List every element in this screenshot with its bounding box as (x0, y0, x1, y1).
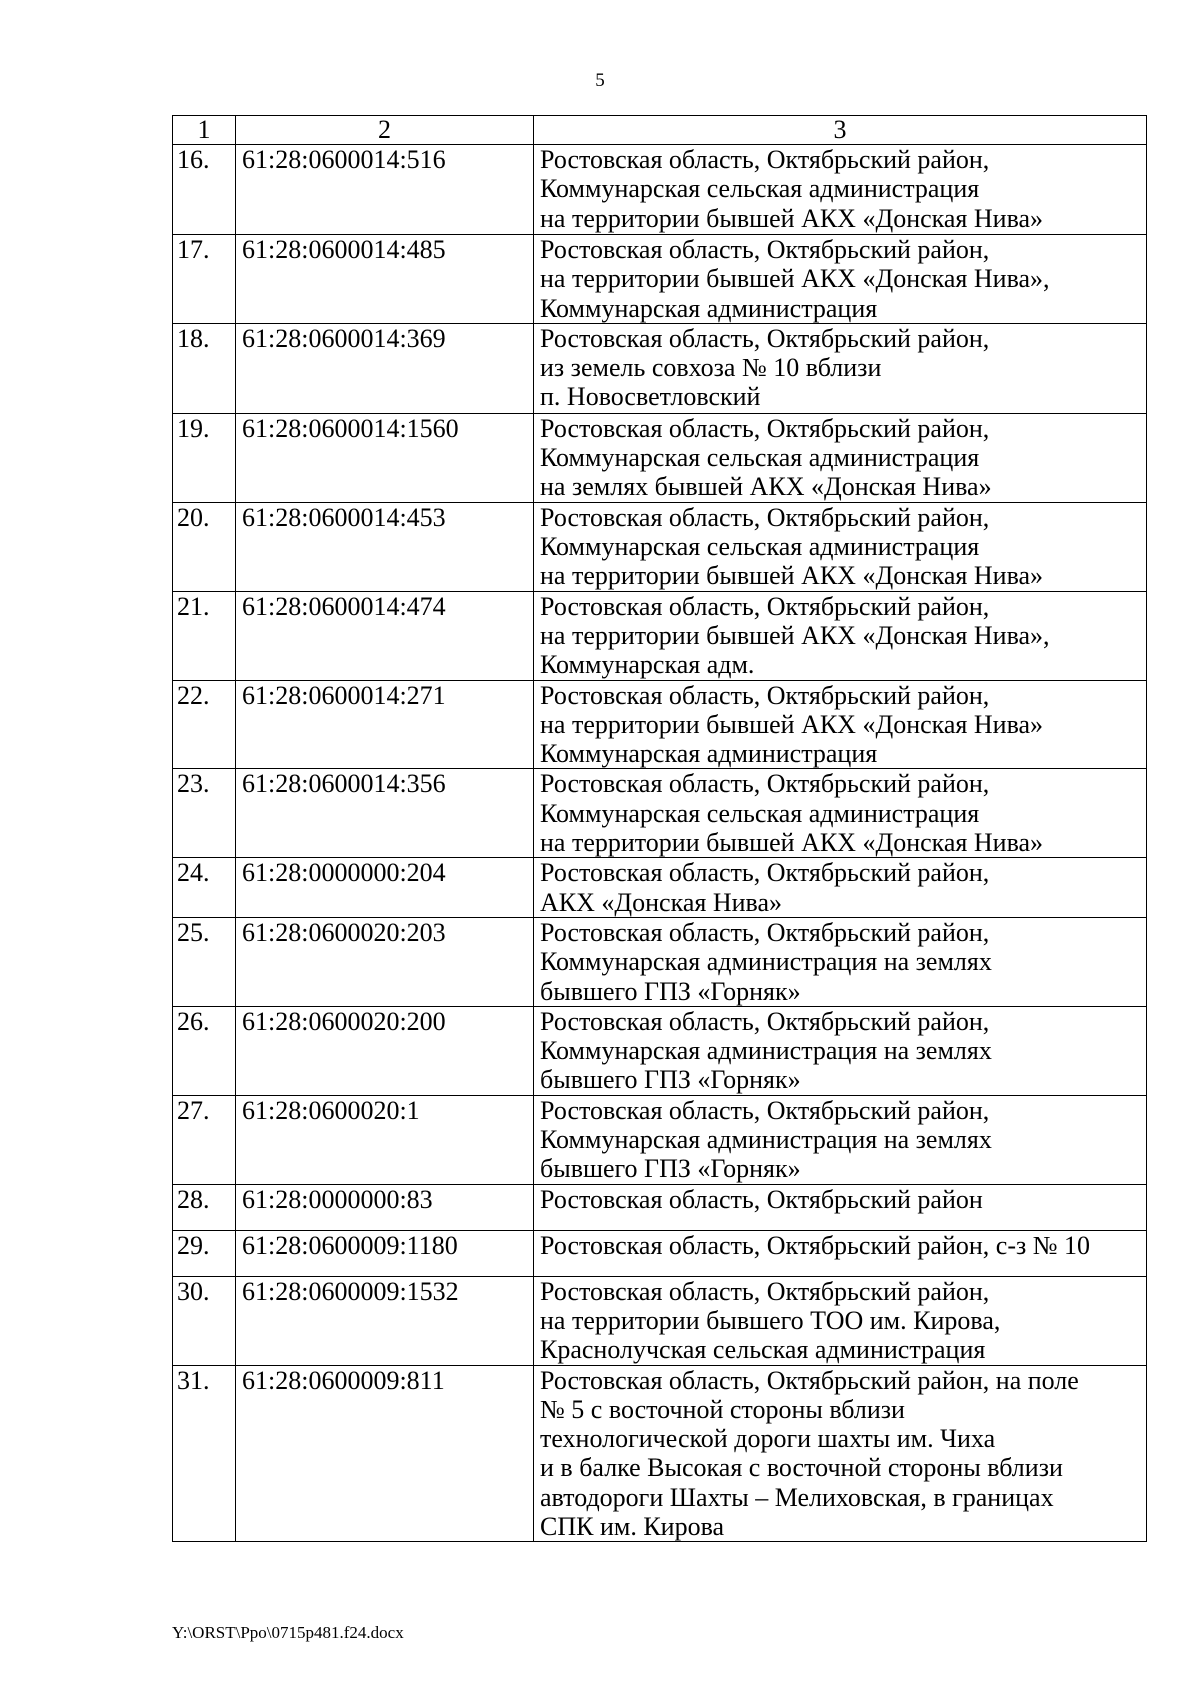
address-line: технологической дороги шахты им. Чиха (540, 1424, 996, 1454)
address-cell (534, 1230, 1147, 1276)
row-number: 23. (173, 769, 236, 858)
cadastral-number: 61:28:0600020:203 (236, 917, 534, 1006)
address-line: на территории бывшей АКХ «Донская Нива» (540, 203, 1044, 233)
address-line: бывшего ГПЗ «Горняк» (540, 1065, 801, 1095)
table-row (173, 917, 1147, 1006)
address-line: Коммунарская сельская администрация (540, 443, 980, 473)
table-row (173, 235, 1147, 324)
column-header-address: 3 (534, 116, 1147, 145)
cadastral-number: 61:28:0600020:200 (236, 1006, 534, 1095)
address-cell (534, 680, 1147, 769)
address-line: Коммунарская администрация на землях (540, 1036, 992, 1066)
address-line: Ростовская область, Октябрьский район, (540, 235, 990, 264)
address-line: Ростовская область, Октябрьский район, (540, 1276, 990, 1306)
address-line: Коммунарская администрация на землях (540, 1125, 992, 1155)
cadastral-number: 61:28:0600009:811 (236, 1365, 534, 1542)
address-cell (534, 1365, 1147, 1542)
address-line: АКХ «Донская Нива» (540, 887, 782, 917)
address-line: на территории бывшей АКХ «Донская Нива», (540, 264, 1050, 294)
table-row (173, 1365, 1147, 1542)
column-header-number: 1 (173, 116, 236, 145)
table-row (173, 502, 1147, 591)
cadastral-number: 61:28:0600014:485 (236, 235, 534, 324)
address-cell (534, 1184, 1147, 1230)
address-cell (534, 917, 1147, 1006)
address-line: Коммунарская сельская администрация (540, 798, 980, 828)
address-line: на землях бывшей АКХ «Донская Нива» (540, 472, 992, 502)
table-header-row (173, 116, 1147, 145)
row-number: 31. (173, 1365, 236, 1542)
address-line: Коммунарская сельская администрация (540, 532, 980, 562)
address-line: на территории бывшего ТОО им. Кирова, (540, 1305, 1001, 1335)
address-line: Ростовская область, Октябрьский район, (540, 917, 990, 947)
address-line: Краснолучская сельская администрация (540, 1335, 986, 1365)
table-row (173, 769, 1147, 858)
cadastral-number: 61:28:0600014:356 (236, 769, 534, 858)
address-line: Ростовская область, Октябрьский район, (540, 413, 990, 443)
cadastral-number: 61:28:0600014:474 (236, 591, 534, 680)
table-body (173, 145, 1147, 1542)
address-line: на территории бывшей АКХ «Донская Нива» (540, 561, 1044, 591)
address-line: из земель совхоза № 10 вблизи (540, 353, 882, 383)
address-cell (534, 1276, 1147, 1365)
address-line: Ростовская область, Октябрьский район, (540, 1095, 990, 1125)
row-number: 19. (173, 413, 236, 502)
address-line: п. Новосветловский (540, 382, 761, 412)
address-line: бывшего ГПЗ «Горняк» (540, 976, 801, 1006)
address-line: Ростовская область, Октябрьский район, на поле (540, 1365, 1079, 1395)
address-cell (534, 1006, 1147, 1095)
address-line: Коммунарская администрация (540, 293, 878, 323)
address-cell (534, 858, 1147, 918)
address-cell (534, 145, 1147, 235)
footer-file-path: Y:\ORST\Ppo\0715p481.f24.docx (172, 1623, 404, 1642)
address-cell (534, 591, 1147, 680)
row-number: 26. (173, 1006, 236, 1095)
address-line: Ростовская область, Октябрьский район, (540, 680, 990, 710)
address-line: № 5 с восточной стороны вблизи (540, 1394, 905, 1424)
column-header-cadastral: 2 (236, 116, 534, 145)
address-line: на территории бывшей АКХ «Донская Нива», (540, 620, 1050, 650)
page-number: 5 (595, 70, 605, 91)
address-line: Ростовская область, Октябрьский район, (540, 858, 990, 888)
address-line: Коммунарская сельская администрация (540, 174, 980, 204)
table-row (173, 680, 1147, 769)
row-number: 28. (173, 1184, 236, 1230)
row-number: 29. (173, 1230, 236, 1276)
cadastral-number: 61:28:0600014:516 (236, 145, 534, 235)
address-line: Ростовская область, Октябрьский район, (540, 769, 990, 799)
address-line: Ростовская область, Октябрьский район, (540, 145, 990, 174)
cadastral-number: 61:28:0000000:83 (236, 1184, 534, 1230)
address-line: Ростовская область, Октябрьский район, (540, 591, 990, 621)
address-line: на территории бывшей АКХ «Донская Нива» (540, 828, 1044, 858)
table-row (173, 1230, 1147, 1276)
address-line: бывшего ГПЗ «Горняк» (540, 1154, 801, 1184)
address-line: на территории бывшей АКХ «Донская Нива» (540, 709, 1044, 739)
address-line: автодороги Шахты – Мелиховская, в границах (540, 1482, 1054, 1512)
row-number: 17. (173, 235, 236, 324)
address-line: Коммунарская администрация (540, 739, 878, 769)
address-line: Ростовская область, Октябрьский район, с-з № 10 (540, 1230, 1091, 1260)
table-row (173, 1184, 1147, 1230)
cadastral-number: 61:28:0600009:1532 (236, 1276, 534, 1365)
row-number: 20. (173, 502, 236, 591)
address-line: Ростовская область, Октябрьский район, (540, 323, 990, 353)
address-line: СПК им. Кирова (540, 1511, 725, 1541)
row-number: 18. (173, 323, 236, 413)
row-number: 22. (173, 680, 236, 769)
table-row (173, 145, 1147, 235)
row-number: 27. (173, 1095, 236, 1184)
table-row (173, 413, 1147, 502)
row-number: 21. (173, 591, 236, 680)
cadastral-number: 61:28:0600014:453 (236, 502, 534, 591)
cadastral-number: 61:28:0000000:204 (236, 858, 534, 918)
address-cell (534, 1095, 1147, 1184)
cadastral-number: 61:28:0600009:1180 (236, 1230, 534, 1276)
address-line: и в балке Высокая с восточной стороны вблизи (540, 1453, 1063, 1483)
cadastral-number: 61:28:0600020:1 (236, 1095, 534, 1184)
address-cell (534, 323, 1147, 413)
table-row (173, 1095, 1147, 1184)
address-line: Ростовская область, Октябрьский район, (540, 1006, 990, 1036)
cadastral-number: 61:28:0600014:369 (236, 323, 534, 413)
row-number: 24. (173, 858, 236, 918)
table-row (173, 1276, 1147, 1365)
address-cell (534, 769, 1147, 858)
table-row (173, 591, 1147, 680)
table-row (173, 323, 1147, 413)
address-cell (534, 502, 1147, 591)
cadastral-number: 61:28:0600014:271 (236, 680, 534, 769)
address-line: Ростовская область, Октябрьский район (540, 1184, 983, 1214)
address-cell (534, 235, 1147, 324)
address-line: Ростовская область, Октябрьский район, (540, 502, 990, 532)
address-line: Коммунарская адм. (540, 650, 755, 680)
address-line: Коммунарская администрация на землях (540, 947, 992, 977)
table-row (173, 1006, 1147, 1095)
address-cell (534, 413, 1147, 502)
land-plots-table (172, 115, 1147, 1542)
table-row (173, 858, 1147, 918)
row-number: 30. (173, 1276, 236, 1365)
cadastral-number: 61:28:0600014:1560 (236, 413, 534, 502)
row-number: 16. (173, 145, 236, 235)
row-number: 25. (173, 917, 236, 1006)
